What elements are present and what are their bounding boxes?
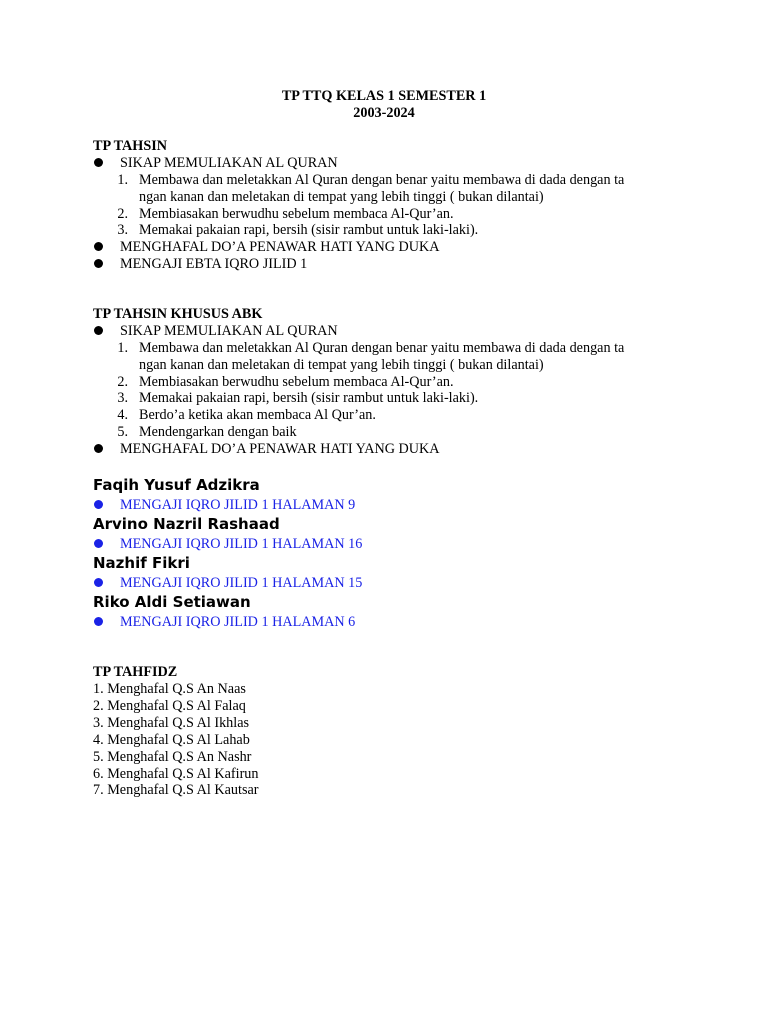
student-name: Nazhif Fikri — [93, 554, 190, 572]
list-item-continuation: ngan kanan dan meletakan di tempat yang lebih tinggi ( bukan dilantai) — [139, 357, 544, 373]
list-item: Mendengarkan dengan baik — [139, 424, 297, 440]
section-heading-tahsin-abk: TP TAHSIN KHUSUS ABK — [93, 306, 263, 322]
student-name: Faqih Yusuf Adzikra — [93, 476, 260, 494]
bullet-icon — [94, 578, 103, 587]
section-heading-tahfidz: TP TAHFIDZ — [93, 664, 178, 680]
bullet-icon — [94, 158, 103, 167]
list-item: Membawa dan meletakkan Al Quran dengan benar yaitu membawa di dada dengan ta — [139, 340, 625, 356]
bullet-icon — [94, 617, 103, 626]
list-item: Memakai pakaian rapi, bersih (sisir rambut untuk laki-laki). — [139, 222, 479, 238]
student-progress: MENGAJI IQRO JILID 1 HALAMAN 9 — [120, 497, 356, 513]
section-heading-tahsin: TP TAHSIN — [93, 138, 167, 154]
list-number: 4. — [117, 407, 128, 423]
bullet-icon — [94, 444, 103, 453]
student-progress: MENGAJI IQRO JILID 1 HALAMAN 6 — [120, 614, 356, 630]
student-name: Arvino Nazril Rashaad — [93, 515, 280, 533]
list-item: Berdo’a ketika akan membaca Al Qur’an. — [139, 407, 376, 423]
tahsin-bullet-sikap: SIKAP MEMULIAKAN AL QURAN — [120, 155, 338, 171]
student-progress: MENGAJI IQRO JILID 1 HALAMAN 15 — [120, 575, 363, 591]
list-item: Membawa dan meletakkan Al Quran dengan benar yaitu membawa di dada dengan ta — [139, 172, 625, 188]
tahfidz-item: 2. Menghafal Q.S Al Falaq — [93, 698, 246, 714]
bullet-icon — [94, 539, 103, 548]
list-item: Membiasakan berwudhu sebelum membaca Al-Qur’an. — [139, 374, 454, 390]
list-number: 5. — [117, 424, 128, 440]
list-number: 2. — [117, 206, 128, 222]
tahfidz-item: 4. Menghafal Q.S Al Lahab — [93, 732, 250, 748]
list-number: 1. — [117, 340, 128, 356]
bullet-icon — [94, 242, 103, 251]
tahfidz-item: 1. Menghafal Q.S An Naas — [93, 681, 246, 697]
list-number: 3. — [117, 390, 128, 406]
tahfidz-item: 6. Menghafal Q.S Al Kafirun — [93, 766, 259, 782]
list-item-continuation: ngan kanan dan meletakan di tempat yang lebih tinggi ( bukan dilantai) — [139, 189, 544, 205]
bullet-icon — [94, 259, 103, 268]
student-name: Riko Aldi Setiawan — [93, 593, 251, 611]
list-item: Memakai pakaian rapi, bersih (sisir rambut untuk laki-laki). — [139, 390, 479, 406]
document-title: TP TTQ KELAS 1 SEMESTER 1 — [281, 88, 487, 104]
list-item: Membiasakan berwudhu sebelum membaca Al-Qur’an. — [139, 206, 454, 222]
student-progress: MENGAJI IQRO JILID 1 HALAMAN 16 — [120, 536, 363, 552]
list-number: 1. — [117, 172, 128, 188]
tahfidz-item: 5. Menghafal Q.S An Nashr — [93, 749, 252, 765]
list-number: 3. — [117, 222, 128, 238]
bullet-icon — [94, 500, 103, 509]
tahfidz-item: 3. Menghafal Q.S Al Ikhlas — [93, 715, 250, 731]
abk-bullet-menghafal: MENGHAFAL DO’A PENAWAR HATI YANG DUKA — [120, 441, 440, 457]
document-year: 2003-2024 — [353, 105, 415, 121]
tahsin-bullet-mengaji: MENGAJI EBTA IQRO JILID 1 — [120, 256, 308, 272]
tahsin-bullet-menghafal: MENGHAFAL DO’A PENAWAR HATI YANG DUKA — [120, 239, 440, 255]
abk-bullet-sikap: SIKAP MEMULIAKAN AL QURAN — [120, 323, 338, 339]
bullet-icon — [94, 326, 103, 335]
list-number: 2. — [117, 374, 128, 390]
tahfidz-item: 7. Menghafal Q.S Al Kautsar — [93, 782, 259, 798]
